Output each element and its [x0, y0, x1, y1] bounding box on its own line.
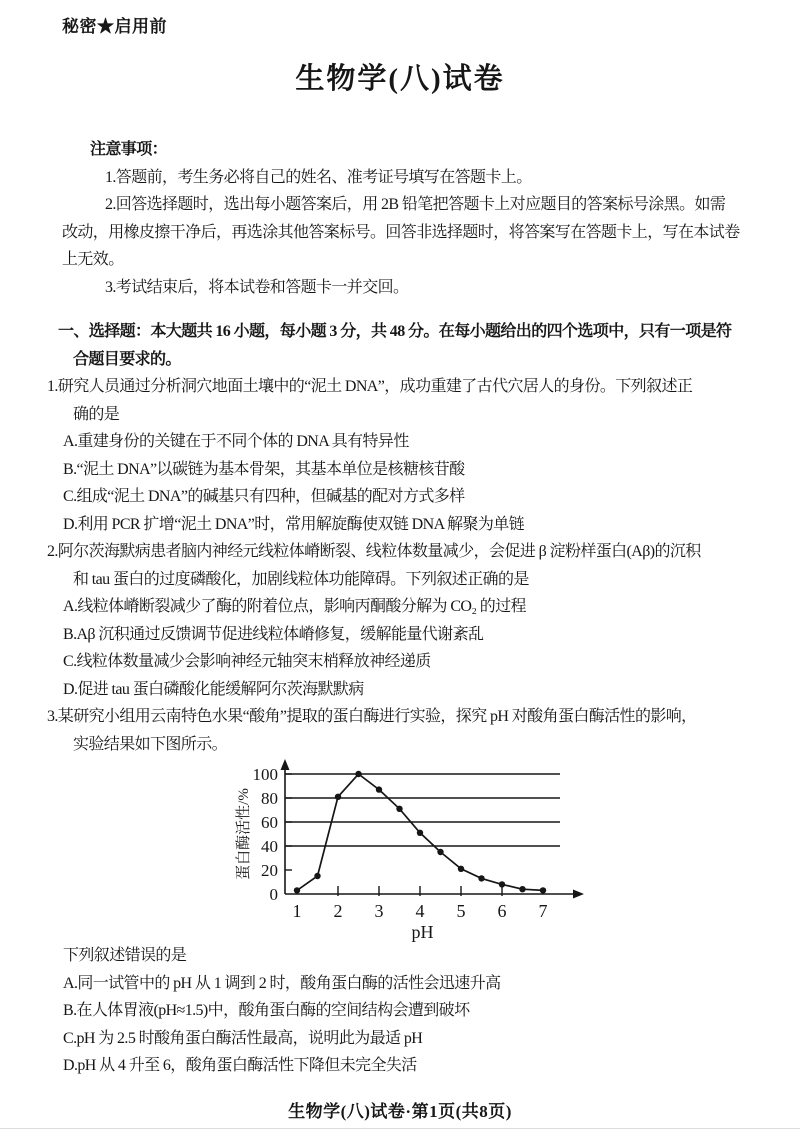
question-2-option-b: B.Aβ 沉积通过反馈调节促进线粒体嵴修复，缓解能量代谢紊乱	[63, 625, 484, 643]
question-3-option-b: B.在人体胃液(pH≈1.5)中，酸角蛋白酶的空间结构会遭到破坏	[63, 1002, 470, 1019]
ph-activity-chart-canvas	[230, 754, 610, 942]
question-1-option-a: A.重建身份的关键在于不同个体的 DNA 具有特异性	[63, 433, 409, 450]
notice-item-2-line-1: 2.回答选择题时，选出每小题答案后，用 2B 铅笔把答题卡上对应题目的答案标号涂黑。如需	[105, 196, 726, 213]
scan-edge-artifact	[0, 1128, 800, 1129]
question-2-option-c: C.线粒体数量减少会影响神经元轴突末梢释放神经递质	[63, 653, 431, 670]
svg-text:80: 80	[261, 789, 278, 808]
notice-item-1: 1.答题前，考生务必将自己的姓名、准考证号填写在答题卡上。	[105, 168, 532, 186]
svg-text:pH: pH	[411, 922, 434, 942]
svg-text:100: 100	[252, 765, 278, 784]
question-1-option-d: D.利用 PCR 扩增“泥土 DNA”时，常用解旋酶使双链 DNA 解聚为单链	[63, 515, 525, 533]
question-1-stem-line-1: 1.研究人员通过分析洞穴地面土壤中的“泥土 DNA”，成功重建了古代穴居人的身份。下列叙述正	[47, 378, 693, 395]
question-3-stem-line-2: 实验结果如下图所示。	[73, 735, 228, 753]
svg-text:0: 0	[269, 885, 278, 904]
svg-text:20: 20	[261, 861, 278, 880]
svg-text:40: 40	[261, 837, 278, 856]
section-heading-line-2: 合题目要求的。	[73, 350, 181, 368]
notice-heading: 注意事项：	[90, 141, 168, 158]
exam-body	[47, 136, 782, 1080]
notice-item-3: 3.考试结束后，将本试卷和答题卡一并交回。	[105, 278, 409, 296]
question-3-option-d: D.pH 从 4 升至 6，酸角蛋白酶活性下降但未完全失活	[63, 1057, 417, 1074]
svg-text:2: 2	[333, 901, 343, 921]
notice-item-2-line-2: 改动，用橡皮擦干净后，再选涂其他答案标号。回答非选择题时，将答案写在答题卡上，写在本试卷	[62, 223, 740, 241]
svg-text:蛋白酶活性/%: 蛋白酶活性/%	[236, 788, 252, 880]
section-heading-line-1: 一、选择题：本大题共 16 小题，每小题 3 分，共 48 分。在每小题给出的四个选项中，只有一项是符	[58, 323, 732, 340]
question-3-option-c: C.pH 为 2.5 时酸角蛋白酶活性最高，说明此为最适 pH	[63, 1029, 423, 1047]
svg-text:5: 5	[456, 901, 466, 921]
question-2-option-d: D.促进 tau 蛋白磷酸化能缓解阿尔茨海默默病	[63, 680, 364, 698]
svg-text:3: 3	[374, 901, 384, 921]
question-3-stem-line-1: 3.某研究小组用云南特色水果“酸角”提取的蛋白酶进行实验，探究 pH 对酸角蛋白酶活性的影响，	[47, 708, 697, 725]
question-1-stem-line-2: 确的是	[73, 405, 120, 423]
question-3-option-a: A.同一试管中的 pH 从 1 调到 2 时，酸角蛋白酶的活性会迅速升高	[63, 974, 501, 992]
ph-activity-chart	[230, 754, 782, 942]
svg-text:6: 6	[497, 901, 507, 921]
classification-banner: 秘密★启用前	[62, 17, 167, 36]
question-3-post-text: 下列叙述错误的是	[63, 947, 187, 964]
svg-text:60: 60	[261, 813, 278, 832]
question-2-stem-line-2: 和 tau 蛋白的过度磷酸化，加剧线粒体功能障碍。下列叙述正确的是	[73, 570, 529, 588]
svg-text:4: 4	[415, 901, 425, 921]
notice-item-2-line-3: 上无效。	[62, 251, 124, 268]
question-2-option-a: A.线粒体嵴断裂减少了酶的附着位点，影响丙酮酸分解为 CO₂ 的过程	[63, 598, 526, 615]
svg-text:7: 7	[538, 901, 548, 921]
question-1-option-c: C.组成“泥土 DNA”的碱基只有四种，但碱基的配对方式多样	[63, 488, 465, 505]
page-title: 生物学(八)试卷	[295, 63, 505, 95]
question-1-option-b: B.“泥土 DNA”以碳链为基本骨架，其基本单位是核糖核苷酸	[63, 460, 465, 478]
question-2-stem-line-1: 2.阿尔茨海默病患者脑内神经元线粒体嵴断裂、线粒体数量减少，会促进 β 淀粉样蛋白(Aβ)的沉积	[47, 543, 701, 560]
page-footer: 生物学(八)试卷·第1页(共8页)	[288, 1102, 512, 1121]
svg-text:1: 1	[292, 901, 302, 921]
